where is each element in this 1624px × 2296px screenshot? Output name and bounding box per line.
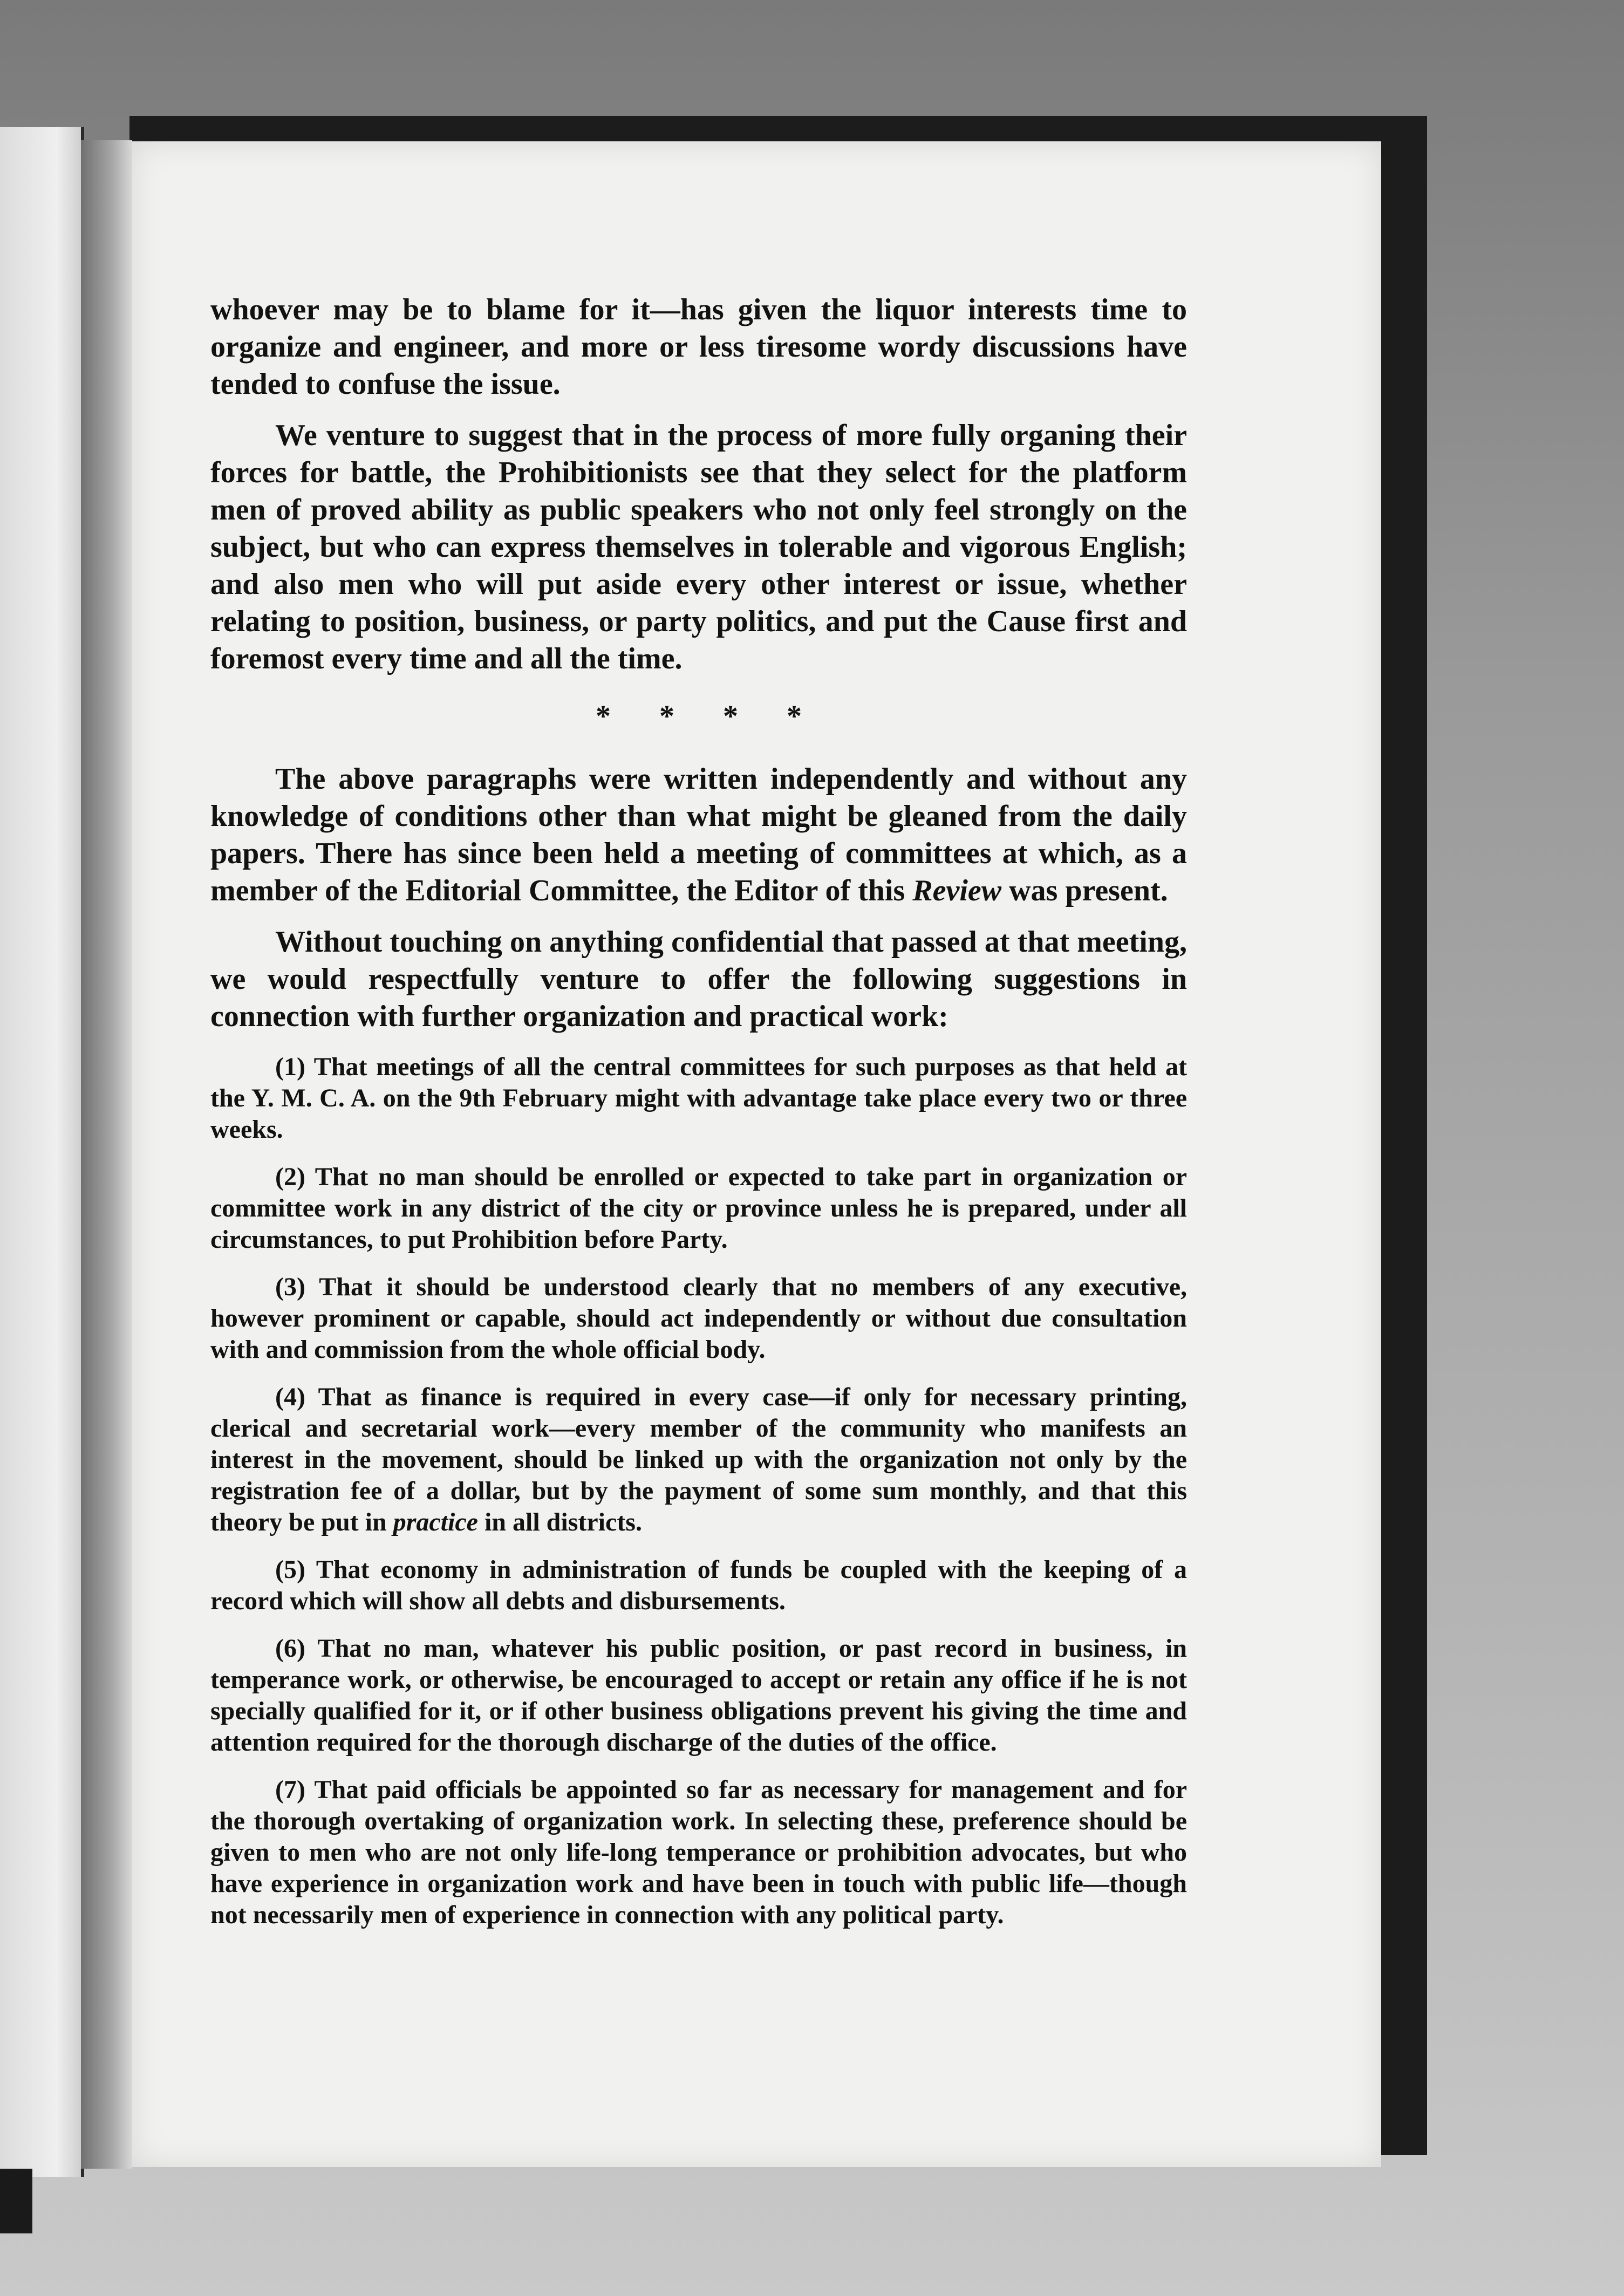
item-4-end: in all districts. bbox=[477, 1508, 642, 1536]
facing-page-edge bbox=[0, 127, 84, 2177]
list-item: (5) That economy in administration of funds be coupled with the keeping of a record which will show all debts and disbursements. bbox=[210, 1555, 1187, 1615]
paragraph-4: Without touching on anything confidential that passed at that meeting, we would respectfully venture to offer the following suggestions in connection with further organization and practical work: bbox=[210, 925, 1187, 1033]
item-4-text: (4) That as finance is required in every case—if only for necessary printing, clerical and secretarial work—every member of the community who manifests an interest in the movement, should be linked up with the organization not only by the registration fee of a dollar, but by the payment of some sum monthly, and that this theory be put in bbox=[210, 1383, 1187, 1536]
paragraph-1: whoever may be to blame for it—has given the liquor interests time to organize and engineer, and more or less tiresome wordy discussions have tended to confuse the issue. bbox=[210, 293, 1187, 401]
book-gutter bbox=[81, 140, 132, 2169]
item-4-italic: practice bbox=[393, 1508, 478, 1536]
list-item bbox=[210, 1382, 1187, 1538]
section-separator: * * * * bbox=[596, 700, 822, 733]
binding-shadow bbox=[0, 2169, 32, 2233]
paragraph-3 bbox=[210, 761, 1187, 910]
paragraph-3-text: The above paragraphs were written independently and without any knowledge of conditions other than what might be gleaned from the daily papers. There has since been held a meeting of committees at which, as a member of the Editorial Committee, the Editor of this bbox=[210, 762, 1187, 907]
paragraph-3-end: was present. bbox=[1001, 874, 1168, 907]
list-item: (1) That meetings of all the central committees for such purposes as that held at the Y. M. C. A. on the 9th February might with advantage take place every two or three weeks. bbox=[210, 1053, 1187, 1144]
page-text bbox=[210, 291, 1187, 1931]
list-item: (2) That no man should be enrolled or expected to take part in organization or committee work in any district of the city or province unless he is prepared, under all circumstances, to put Prohibition before Party. bbox=[210, 1163, 1187, 1254]
list-item: (7) That paid officials be appointed so far as necessary for management and for the thorough overtaking of organization work. In selecting these, preference should be given to men who are not only life-long temperance or prohibition advocates, but who have experience in organization work and have been in touch with public life—though not necessarily men of experience in connection with any political party. bbox=[210, 1775, 1187, 1929]
list-item: (3) That it should be understood clearly that no members of any executive, however prominent or capable, should act independently or without due consultation with and commission from the whole official body. bbox=[210, 1273, 1187, 1364]
review-title: Review bbox=[912, 874, 1002, 907]
paragraph-2: We venture to suggest that in the process of more fully organing their forces for battle, the Prohibitionists see that they select for the platform men of proved ability as public speakers who not only feel strongly on the subject, but who can express themselves in tolerable and vigorous English; and also men who will put aside every other interest or issue, whether relating to position, business, or party politics, and put the Cause first and foremost every time and all the time. bbox=[210, 419, 1187, 675]
list-item: (6) That no man, whatever his public position, or past record in business, in temperance work, or otherwise, be encouraged to accept or retain any office if he is not specially qualified for it, or if other business obligations prevent his giving the time and attention required for the thorough discharge of the duties of the office. bbox=[210, 1634, 1187, 1757]
